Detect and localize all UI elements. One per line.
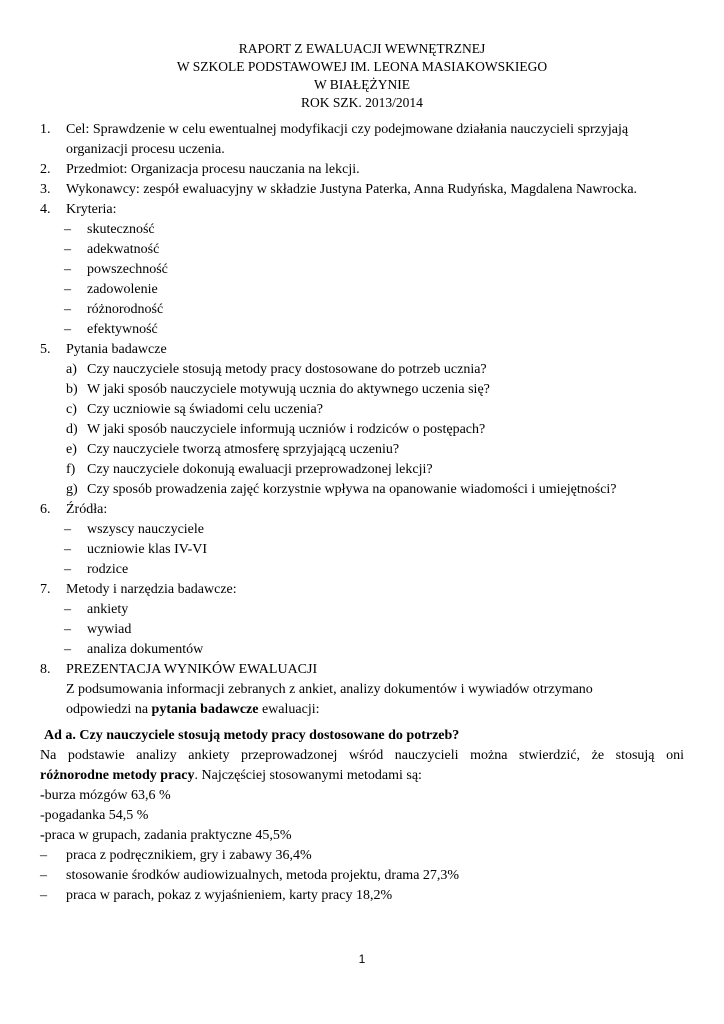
item-number: 6. <box>40 502 51 517</box>
line-text: praca w grupach, zadania praktyczne 45,5% <box>44 828 292 843</box>
criteria-item <box>40 220 690 240</box>
question-text: W jaki sposób nauczyciele motywują ucznia do aktywnego uczenia się? <box>87 382 490 397</box>
tools-list <box>40 600 690 660</box>
item-text-cont: organizacji procesu uczenia. <box>66 142 225 157</box>
item-number: 1. <box>40 122 51 137</box>
dash-bullet: – <box>64 242 71 257</box>
item-text: Kryteria: <box>66 202 117 217</box>
question-item <box>40 480 690 500</box>
title-line-2: W SZKOLE PODSTAWOWEJ IM. LEONA MASIAKOWSKIEGO <box>176 59 548 74</box>
item-text: Metody i narzędzia badawcze: <box>66 582 237 597</box>
method-text: praca w parach, pokaz z wyjaśnieniem, karty pracy 18,2% <box>66 888 393 903</box>
summary-text-end: ewaluacji: <box>258 702 320 717</box>
criteria-list <box>40 220 690 340</box>
question-item <box>40 400 690 420</box>
dash-bullet: – <box>64 282 71 297</box>
list-item-8 <box>40 660 690 680</box>
dash-bullet: – <box>64 542 71 557</box>
question-text: Czy uczniowie są świadomi celu uczenia? <box>87 402 323 417</box>
question-item <box>40 460 690 480</box>
tool-item <box>40 600 690 620</box>
method-item <box>40 886 680 906</box>
dash-bullet: – <box>40 868 47 883</box>
tool-text: wywiad <box>87 622 132 637</box>
criteria-item <box>40 300 690 320</box>
method-text: stosowanie środków audiowizualnych, metoda projektu, drama 27,3% <box>66 868 460 883</box>
item-text: PREZENTACJA WYNIKÓW EWALUACJI <box>66 662 318 677</box>
question-letter: g) <box>66 482 78 497</box>
summary-text: odpowiedzi na <box>66 702 152 717</box>
question-item <box>40 380 690 400</box>
criteria-item <box>40 260 690 280</box>
line-text: burza mózgów 63,6 % <box>44 788 171 803</box>
ad-a-line-groups <box>40 826 684 846</box>
list-item-4 <box>40 200 690 220</box>
tool-item <box>40 620 690 640</box>
numbered-list <box>40 120 690 720</box>
dash-bullet: – <box>64 222 71 237</box>
summary-paragraph <box>40 680 690 720</box>
dash-bullet: – <box>64 522 71 537</box>
item-text: Wykonawcy: zespół ewaluacyjny w składzie Justyna Paterka, Anna Rudyńska, Magdalena Nawrocka. <box>66 182 638 197</box>
item-number: 4. <box>40 202 51 217</box>
item-number: 3. <box>40 182 51 197</box>
ad-a-section <box>40 726 684 846</box>
bold-dash: - <box>40 788 45 803</box>
criteria-text: skuteczność <box>87 222 155 237</box>
question-letter: d) <box>66 422 78 437</box>
question-item <box>40 440 690 460</box>
criteria-item <box>40 320 690 340</box>
item-text: Cel: Sprawdzenie w celu ewentualnej modyfikacji czy podejmowane działania nauczycieli sprzyjają <box>66 122 629 137</box>
methods-list <box>40 846 680 906</box>
item-number: 8. <box>40 662 51 677</box>
question-letter: e) <box>66 442 77 457</box>
ad-a-paragraph-line-1: Na podstawie analizy ankiety przeprowadzonej wśród nauczycieli można stwierdzić, że stosują oni <box>40 748 684 763</box>
list-item-2 <box>40 160 690 180</box>
criteria-item <box>40 280 690 300</box>
bold-dash: - <box>40 828 45 843</box>
source-text: rodzice <box>87 562 129 577</box>
dash-bullet: – <box>64 622 71 637</box>
question-text: W jaki sposób nauczyciele informują uczniów i rodziców o postępach? <box>87 422 486 437</box>
source-item <box>40 520 690 540</box>
ad-a-heading: Ad a. Czy nauczyciele stosują metody pracy dostosowane do potrzeb? <box>44 728 460 743</box>
question-letter: f) <box>66 462 76 477</box>
title-line-3: W BIAŁĘŻYNIE <box>313 77 411 92</box>
method-item <box>40 846 680 866</box>
item-text: Pytania badawcze <box>66 342 167 357</box>
criteria-text: zadowolenie <box>87 282 158 297</box>
title-line-4: ROK SZK. 2013/2014 <box>301 95 423 110</box>
sources-list <box>40 520 690 580</box>
dash-bullet: – <box>64 562 71 577</box>
summary-line-2 <box>66 700 690 720</box>
dash-bullet: – <box>64 642 71 657</box>
criteria-item <box>40 240 690 260</box>
item-number: 5. <box>40 342 51 357</box>
criteria-text: powszechność <box>87 262 168 277</box>
dash-bullet: – <box>64 322 71 337</box>
question-item <box>40 420 690 440</box>
ad-a-bold: różnorodne metody pracy <box>40 768 195 783</box>
criteria-text: adekwatność <box>87 242 160 257</box>
question-text: Czy nauczyciele tworzą atmosferę sprzyjającą uczeniu? <box>87 442 400 457</box>
source-item <box>40 560 690 580</box>
summary-line-1: Z podsumowania informacji zebranych z ankiet, analizy dokumentów i wywiadów otrzymano <box>66 682 593 697</box>
question-text: Czy nauczyciele dokonują ewaluacji przeprowadzonej lekcji? <box>87 462 433 477</box>
list-item-3 <box>40 180 690 200</box>
question-text: Czy sposób prowadzenia zajęć korzystnie wpływa na opanowanie wiadomości i umiejętności? <box>87 482 617 497</box>
item-number: 2. <box>40 162 51 177</box>
dash-bullet: – <box>64 302 71 317</box>
source-text: uczniowie klas IV-VI <box>87 542 208 557</box>
tool-text: ankiety <box>87 602 129 617</box>
question-text: Czy nauczyciele stosują metody pracy dostosowane do potrzeb ucznia? <box>87 362 487 377</box>
criteria-text: efektywność <box>87 322 158 337</box>
tool-item <box>40 640 690 660</box>
list-item-5 <box>40 340 690 360</box>
questions-list <box>40 360 690 500</box>
source-item <box>40 540 690 560</box>
title-line-1: RAPORT Z EWALUACJI WEWNĘTRZNEJ <box>238 41 486 56</box>
item-text: Źródła: <box>66 502 108 517</box>
question-item <box>40 360 690 380</box>
criteria-text: różnorodność <box>87 302 164 317</box>
list-item-7 <box>40 580 690 600</box>
dash-bullet: – <box>64 262 71 277</box>
list-item-1 <box>40 120 690 160</box>
source-text: wszyscy nauczyciele <box>87 522 204 537</box>
item-text: Przedmiot: Organizacja procesu nauczania na lekcji. <box>66 162 360 177</box>
page-number: 1 <box>358 952 366 966</box>
dash-bullet: – <box>40 848 47 863</box>
question-letter: a) <box>66 362 77 377</box>
ad-a-text: . Najczęściej stosowanymi metodami są: <box>194 768 422 783</box>
list-item-6 <box>40 500 690 520</box>
method-text: praca z podręcznikiem, gry i zabawy 36,4% <box>66 848 312 863</box>
ad-a-paragraph-line-2 <box>40 766 684 786</box>
ad-a-line-talk: -pogadanka 54,5 % <box>40 808 149 823</box>
summary-bold: pytania badawcze <box>151 702 259 717</box>
method-item <box>40 866 680 886</box>
report-title <box>0 40 724 112</box>
question-letter: b) <box>66 382 78 397</box>
question-letter: c) <box>66 402 77 417</box>
tool-text: analiza dokumentów <box>87 642 204 657</box>
ad-a-line-brainstorm <box>40 786 684 806</box>
item-number: 7. <box>40 582 51 597</box>
dash-bullet: – <box>40 888 47 903</box>
dash-bullet: – <box>64 602 71 617</box>
